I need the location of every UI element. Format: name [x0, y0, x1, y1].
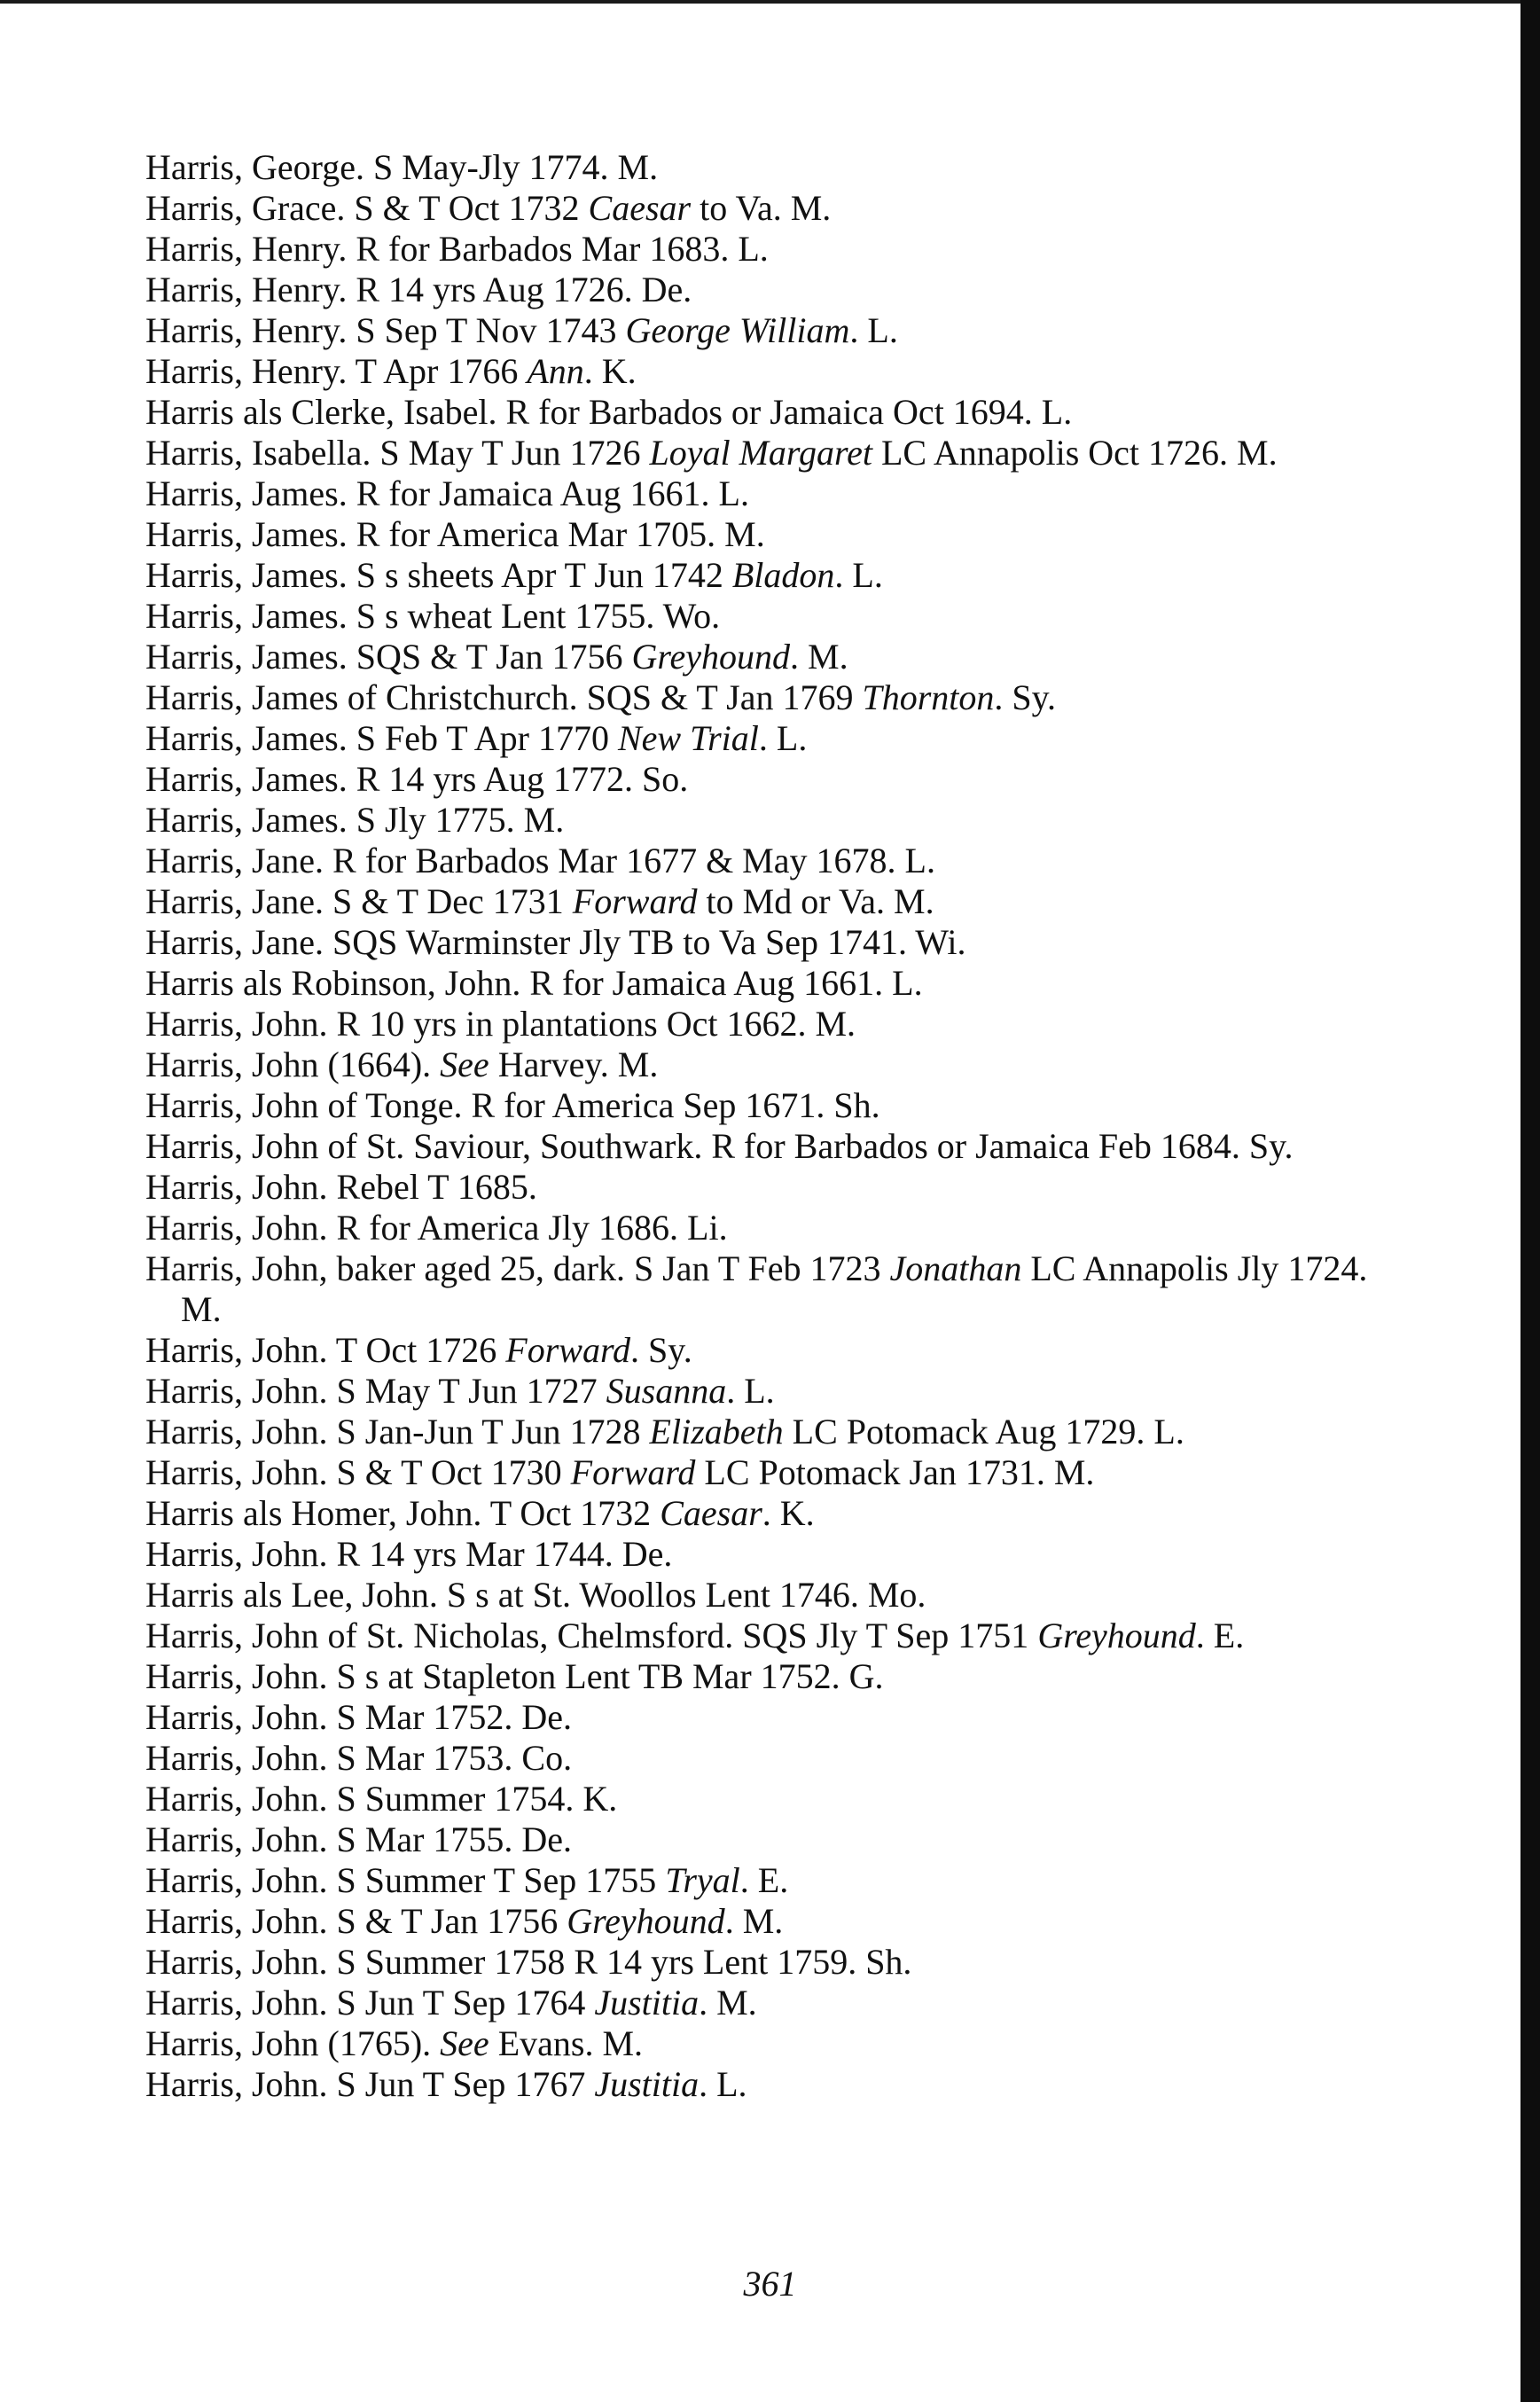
entry: Harris, James. S Jly 1775. M.	[145, 800, 565, 840]
entry: Harris, Henry. T Apr 1766 Ann. K.	[145, 351, 637, 391]
entry: Harris, John (1664). See Harvey. M.	[145, 1045, 659, 1084]
entry: Harris, Henry. R for Barbados Mar 1683. L.	[145, 229, 769, 269]
entry: Harris, John. S Mar 1755. De.	[145, 1819, 573, 1859]
entry: Harris, John of St. Saviour, Southwark. R for Barbados or Jamaica Feb 1684. Sy.	[145, 1126, 1294, 1166]
entry: Harris, John. T Oct 1726 Forward. Sy.	[145, 1330, 692, 1370]
entry: Harris, James. SQS & T Jan 1756 Greyhound. M.	[145, 637, 848, 677]
entry: Harris, John. S Mar 1753. Co.	[145, 1738, 573, 1778]
entry: Harris als Lee, John. S s at St. Woollos Lent 1746. Mo.	[145, 1575, 926, 1615]
entry: Harris, John of Tonge. R for America Sep 1671. Sh.	[145, 1085, 880, 1125]
entry: Harris, John. S Mar 1752. De.	[145, 1697, 573, 1737]
entry: Harris, John. S May T Jun 1727 Susanna. L.	[145, 1371, 775, 1411]
entry: Harris, James. R 14 yrs Aug 1772. So.	[145, 759, 689, 799]
entry: Harris, Grace. S & T Oct 1732 Caesar to Va. M.	[145, 188, 832, 228]
page-number: 361	[743, 2264, 797, 2304]
entry: Harris, John, baker aged 25, dark. S Jan T Feb 1723 Jonathan LC Annapolis Jly 1724. M.	[145, 1248, 1368, 1329]
scan-right-edge	[1520, 0, 1540, 2402]
entry: Harris, Jane. S & T Dec 1731 Forward to Md or Va. M.	[145, 881, 934, 921]
entry-list	[145, 147, 1387, 2105]
entry: Harris, John. S Jan-Jun T Jun 1728 Elizabeth LC Potomack Aug 1729. L.	[145, 1412, 1184, 1451]
entry: Harris, John of St. Nicholas, Chelmsford. SQS Jly T Sep 1751 Greyhound. E.	[145, 1616, 1245, 1655]
entry: Harris, John. S s at Stapleton Lent TB Mar 1752. G.	[145, 1656, 884, 1696]
entry: Harris, James. S s wheat Lent 1755. Wo.	[145, 596, 721, 636]
entry: Harris, John. S Jun T Sep 1764 Justitia. M.	[145, 1983, 757, 2023]
entry: Harris, Henry. R 14 yrs Aug 1726. De.	[145, 270, 692, 309]
entry: Harris, John. R for America Jly 1686. Li.	[145, 1208, 728, 1248]
entry: Harris, James. S Feb T Apr 1770 New Trial. L.	[145, 718, 808, 758]
entry: Harris, James. R for Jamaica Aug 1661. L.	[145, 473, 749, 513]
entry: Harris, John. S Summer 1758 R 14 yrs Lent 1759. Sh.	[145, 1942, 912, 1982]
entry: Harris, George. S May-Jly 1774. M.	[145, 147, 659, 187]
entry: Harris, John. R 14 yrs Mar 1744. De.	[145, 1534, 673, 1574]
entry: Harris, John. Rebel T 1685.	[145, 1167, 537, 1207]
entry: Harris, John. S & T Jan 1756 Greyhound. M.	[145, 1901, 784, 1941]
entry: Harris, John. R 10 yrs in plantations Oct 1662. M.	[145, 1004, 856, 1044]
scan-top-edge	[0, 0, 1540, 4]
entry: Harris, Henry. S Sep T Nov 1743 George William. L.	[145, 310, 898, 350]
entry: Harris, James. S s sheets Apr T Jun 1742 Bladon. L.	[145, 555, 883, 595]
entry: Harris, Isabella. S May T Jun 1726 Loyal Margaret LC Annapolis Oct 1726. M.	[145, 433, 1278, 473]
entry: Harris, John. S Summer T Sep 1755 Tryal. E.	[145, 1860, 789, 1900]
entry: Harris, John. S & T Oct 1730 Forward LC Potomack Jan 1731. M.	[145, 1452, 1095, 1492]
entry: Harris als Robinson, John. R for Jamaica Aug 1661. L.	[145, 963, 923, 1003]
entry: Harris, Jane. SQS Warminster Jly TB to Va Sep 1741. Wi.	[145, 922, 966, 962]
entry: Harris, James. R for America Mar 1705. M.	[145, 514, 765, 554]
entry: Harris als Homer, John. T Oct 1732 Caesar. K.	[145, 1493, 815, 1533]
entry: Harris, John (1765). See Evans. M.	[145, 2023, 644, 2063]
entry: Harris, John. S Summer 1754. K.	[145, 1779, 618, 1819]
entry: Harris, James of Christchurch. SQS & T Jan 1769 Thornton. Sy.	[145, 677, 1057, 717]
entry: Harris, John. S Jun T Sep 1767 Justitia. L.	[145, 2064, 747, 2104]
entry: Harris, Jane. R for Barbados Mar 1677 & May 1678. L.	[145, 841, 935, 880]
entry: Harris als Clerke, Isabel. R for Barbados or Jamaica Oct 1694. L.	[145, 392, 1073, 432]
